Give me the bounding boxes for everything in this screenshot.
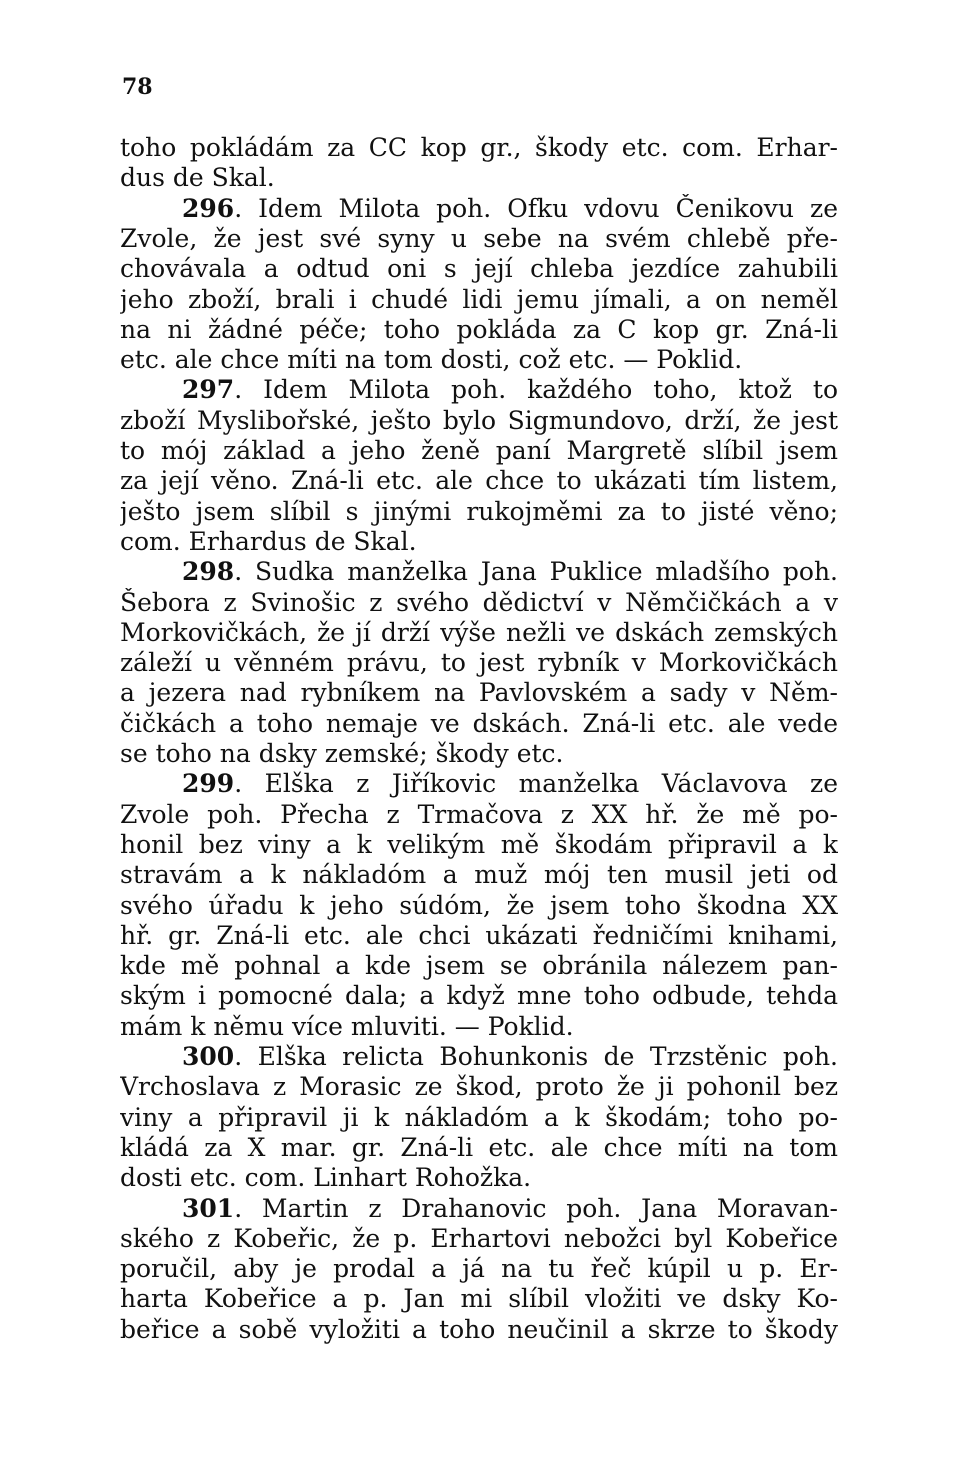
line-text: viny a připravil ji k nákladóm a k škodám; toho po- bbox=[120, 1102, 838, 1132]
text-line bbox=[120, 1284, 838, 1314]
line-text: na ni žádné péče; toho pokláda za C kop gr. Zná-li bbox=[120, 314, 838, 344]
text-line bbox=[120, 648, 838, 678]
line-text: mám k němu více mluviti. — Poklid. bbox=[120, 1011, 574, 1041]
entry-first-line bbox=[182, 194, 838, 224]
line-text: a jezera nad rybníkem na Pavlovském a sady v Něm- bbox=[120, 678, 838, 708]
line-text: to mój základ a jeho ženě paní Margretě slíbil jsem bbox=[120, 436, 838, 465]
line-text: zboží Myslibořské, ješto bylo Sigmundovo, drží, že jest bbox=[120, 405, 838, 435]
line-text: dosti etc. com. Linhart Rohožka. bbox=[120, 1163, 532, 1193]
line-text: beřice a sobě vyložiti a toho neučinil a skrze to škody bbox=[120, 1314, 838, 1344]
line-text: kde mě pohnal a kde jsem se obránila nálezem pan- bbox=[120, 951, 838, 981]
text-line bbox=[120, 1103, 838, 1133]
text-line bbox=[120, 285, 838, 315]
text-line bbox=[120, 345, 838, 375]
text-line bbox=[120, 588, 838, 618]
line-text: etc. ale chce míti na tom dosti, což etc. — Poklid. bbox=[120, 345, 743, 375]
text-line bbox=[120, 1163, 838, 1193]
text-line bbox=[120, 739, 838, 769]
entry-number: 300 bbox=[182, 1042, 235, 1071]
entry-first-line bbox=[182, 375, 838, 405]
text-line bbox=[120, 406, 838, 436]
line-text: . Elška relicta Bohunkonis de Trzstěnic poh. bbox=[234, 1042, 838, 1071]
line-text: harta Kobeřice a p. Jan mi slíbil vložiti ve dsky Ko- bbox=[120, 1284, 838, 1314]
entry-number: 298 bbox=[182, 557, 235, 587]
text-line bbox=[120, 163, 838, 193]
line-text: chovávala a odtud oni s její chleba jezdíce zahubili bbox=[120, 254, 838, 284]
line-text: Vrchoslava z Morasic ze škod, proto že ji pohonil bez bbox=[120, 1072, 838, 1102]
line-text: Zvole, že jest své syny u sebe na svém chlebě pře- bbox=[120, 223, 838, 253]
text-line bbox=[120, 133, 838, 163]
text-line bbox=[120, 921, 838, 951]
text-line bbox=[120, 860, 838, 890]
line-text: za její věno. Zná-li etc. ale chce to ukázati tím listem, bbox=[120, 466, 838, 496]
line-text: dus de Skal. bbox=[120, 163, 275, 193]
line-text: hř. gr. Zná-li etc. ale chci ukázati ředničími knihami, bbox=[120, 920, 838, 950]
text-line bbox=[120, 618, 838, 648]
text-line bbox=[120, 981, 838, 1011]
text-line bbox=[120, 254, 838, 284]
entry-number: 297 bbox=[182, 375, 235, 405]
text-line bbox=[120, 1315, 838, 1345]
text-line bbox=[120, 315, 838, 345]
entry-number: 301 bbox=[182, 1193, 235, 1223]
line-text: . Idem Milota poh. Ofku vdovu Čenikovu ze bbox=[234, 193, 838, 223]
entry-first-line bbox=[182, 557, 838, 587]
line-text: . Sudka manželka Jana Puklice mladšího poh. bbox=[234, 557, 838, 587]
text-line bbox=[120, 497, 838, 527]
line-text: Zvole poh. Přecha z Trmačova z XX hř. že mě po- bbox=[120, 799, 838, 829]
line-text: stravám a k nákladóm a muž mój ten musil jeti od bbox=[120, 860, 838, 890]
text-line bbox=[120, 527, 838, 557]
line-text: svého úřadu k jeho súdóm, že jsem toho škodna XX bbox=[120, 890, 838, 920]
entry-first-line bbox=[182, 769, 838, 799]
entry-first-line bbox=[182, 1194, 838, 1224]
text-line bbox=[120, 800, 838, 830]
line-text: honil bez viny a k velikým mě škodám připravil a k bbox=[120, 829, 838, 859]
line-text: ješto jsem slíbil s jinými rukojměmi za to jisté věno; bbox=[120, 496, 838, 526]
line-text: com. Erhardus de Skal. bbox=[120, 526, 417, 556]
text-line bbox=[120, 436, 838, 466]
text-line bbox=[120, 951, 838, 981]
text-line bbox=[120, 1254, 838, 1284]
text-line bbox=[120, 709, 838, 739]
line-text: . Martin z Drahanovic poh. Jana Moravan- bbox=[234, 1193, 838, 1223]
line-text: . Elška z Jiříkovic manželka Václavova ze bbox=[234, 769, 838, 799]
entry-number: 296 bbox=[182, 193, 235, 223]
text-line bbox=[120, 224, 838, 254]
line-text: Šebora z Svinošic z svého dědictví v Němčičkách a v bbox=[120, 587, 838, 617]
line-text: toho pokládám za CC kop gr., škody etc. com. Erhar- bbox=[120, 133, 838, 162]
text-line bbox=[120, 891, 838, 921]
text-line bbox=[120, 678, 838, 708]
line-text: se toho na dsky zemské; škody etc. bbox=[120, 739, 564, 768]
line-text: ským i pomocné dala; a když mne toho odbude, tehda bbox=[120, 981, 838, 1011]
page-number: 78 bbox=[122, 74, 153, 100]
line-text: záleží u věnném právu, to jest rybník v Morkovičkách bbox=[120, 648, 838, 678]
entry-number: 299 bbox=[182, 769, 235, 799]
text-line bbox=[120, 1012, 838, 1042]
text-line bbox=[120, 1224, 838, 1254]
text-line bbox=[120, 466, 838, 496]
text-line bbox=[120, 830, 838, 860]
line-text: jeho zboží, brali i chudé lidi jemu jímali, a on neměl bbox=[120, 284, 838, 314]
line-text: čičkách a toho nemaje ve dskách. Zná-li etc. ale vede bbox=[120, 708, 838, 738]
line-text: Morkovičkách, že jí drží výše nežli ve dskách zemských bbox=[120, 617, 838, 647]
line-text: kládá za X mar. gr. Zná-li etc. ale chce míti na tom bbox=[120, 1132, 838, 1162]
entry-first-line bbox=[182, 1042, 838, 1072]
line-text: poručil, aby je prodal a já na tu řeč kúpil u p. Er- bbox=[120, 1254, 838, 1284]
text-line bbox=[120, 1072, 838, 1102]
line-text: ského z Kobeřic, že p. Erhartovi nebožci byl Kobeřice bbox=[120, 1223, 838, 1253]
text-line bbox=[120, 1133, 838, 1163]
line-text: . Idem Milota poh. každého toho, ktož to bbox=[234, 375, 838, 405]
